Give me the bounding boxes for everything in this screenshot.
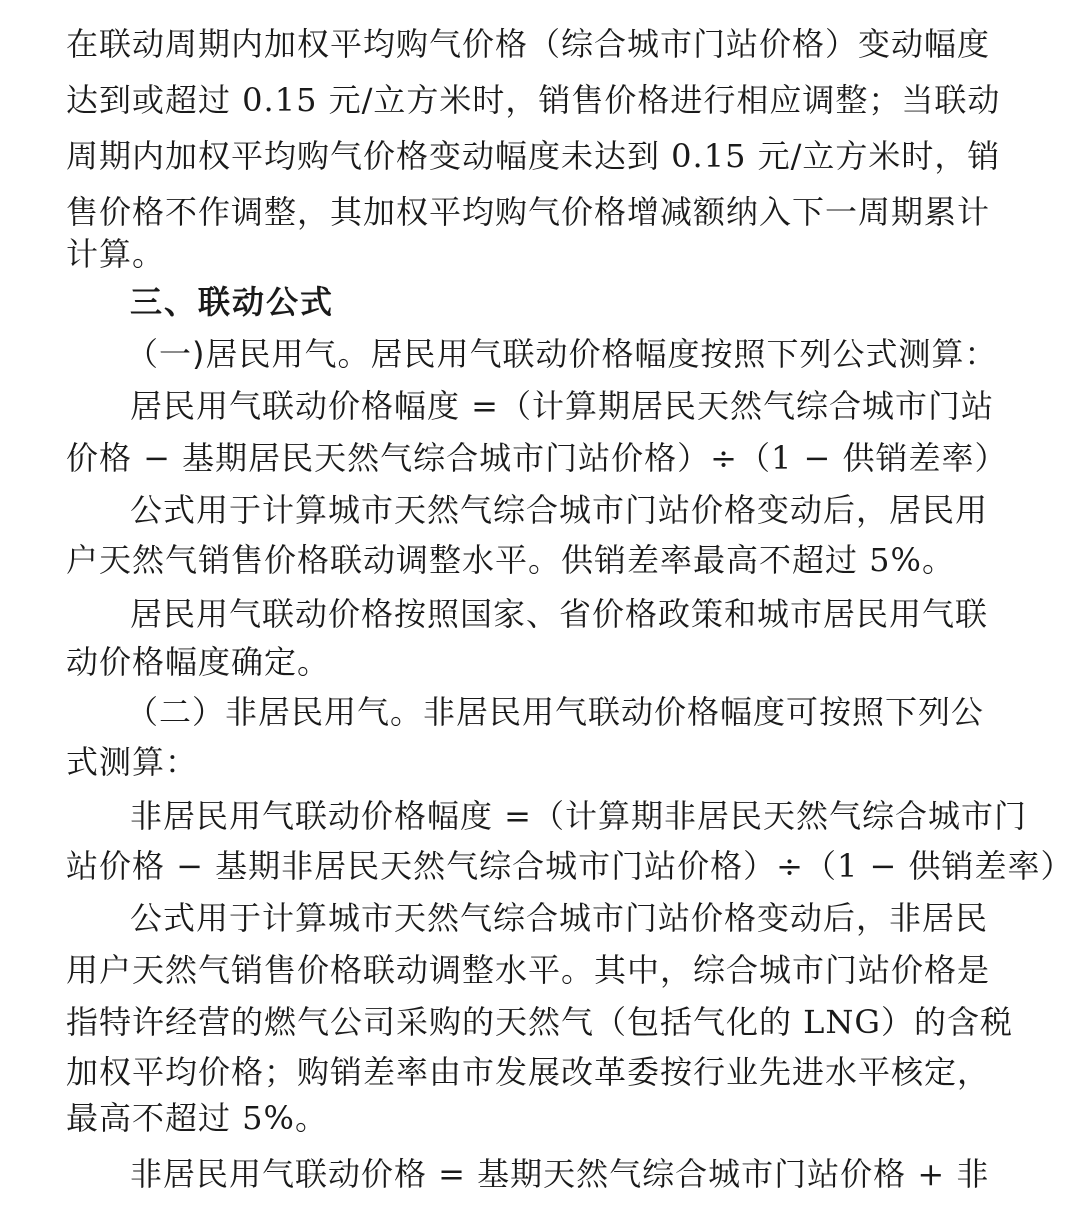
formula-line: 居民用气联动价格幅度 =（计算期居民天然气综合城市门站	[130, 387, 994, 425]
subsection-heading: （一)居民用气。居民用气联动价格幅度按照下列公式测算：	[126, 335, 998, 373]
formula-line: 价格 − 基期居民天然气综合城市门站价格）÷（1 − 供销差率）	[66, 439, 1008, 477]
paragraph-line: 指特许经营的燃气公司采购的天然气（包括气化的 LNG）的含税	[66, 1003, 1013, 1041]
paragraph-line: 公式用于计算城市天然气综合城市门站价格变动后，非居民	[130, 899, 989, 937]
paragraph-line: 公式用于计算城市天然气综合城市门站价格变动后，居民用	[130, 491, 989, 529]
paragraph-line: 户天然气销售价格联动调整水平。供销差率最高不超过 5%。	[66, 541, 955, 579]
section-heading: 三、联动公式	[130, 283, 335, 321]
paragraph-line: 最高不超过 5%。	[66, 1099, 328, 1137]
paragraph-line: 式测算：	[66, 743, 199, 781]
paragraph-line: 动价格幅度确定。	[66, 643, 331, 681]
subsection-heading: （二）非居民用气。非居民用气联动价格幅度可按照下列公	[126, 693, 985, 731]
formula-line: 非居民用气联动价格 = 基期天然气综合城市门站价格 + 非	[130, 1155, 990, 1193]
paragraph-line: 居民用气联动价格按照国家、省价格政策和城市居民用气联	[130, 595, 989, 633]
paragraph-line: 售价格不作调整，其加权平均购气价格增减额纳入下一周期累计	[66, 193, 991, 231]
paragraph-line: 加权平均价格；购销差率由市发展改革委按行业先进水平核定，	[66, 1053, 991, 1091]
paragraph-line: 用户天然气销售价格联动调整水平。其中，综合城市门站价格是	[66, 951, 991, 989]
paragraph-line: 在联动周期内加权平均购气价格（综合城市门站价格）变动幅度	[66, 25, 991, 63]
paragraph-line: 计算。	[66, 235, 166, 273]
formula-line: 非居民用气联动价格幅度 =（计算期非居民天然气综合城市门	[130, 797, 1027, 835]
paragraph-line: 达到或超过 0.15 元/立方米时，销售价格进行相应调整；当联动	[66, 81, 1001, 119]
formula-line: 站价格 − 基期非居民天然气综合城市门站价格）÷（1 − 供销差率）	[66, 847, 1074, 885]
paragraph-line: 周期内加权平均购气价格变动幅度未达到 0.15 元/立方米时，销	[66, 137, 1001, 175]
